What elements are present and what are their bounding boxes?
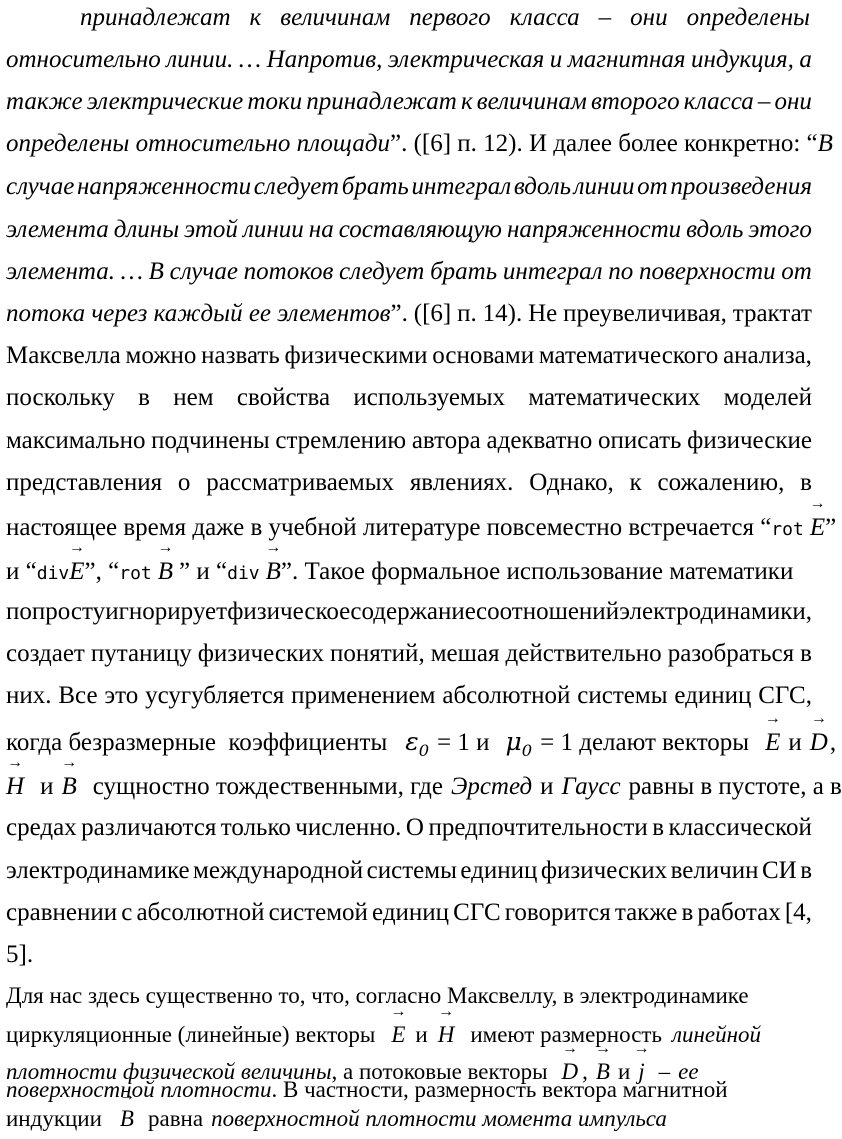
word: рассматриваемых [206, 469, 394, 496]
text-line-4 [6, 130, 833, 158]
italic-phrase: линейной [671, 1022, 762, 1047]
text-line-6 [6, 216, 812, 244]
text-line-7 [6, 258, 812, 286]
word: поверхности [638, 258, 776, 285]
word: игнорирует [105, 598, 228, 625]
text-span: индукции [6, 1106, 102, 1131]
text-span: ”. Такое формальное использование математики [280, 558, 794, 585]
word: абсолютной [136, 899, 265, 926]
word: второго [590, 88, 680, 115]
word: единиц [674, 682, 752, 709]
word: действительно [505, 640, 662, 667]
italic-phrase: поверхностной плотности [6, 1077, 272, 1102]
word: математического [538, 342, 719, 369]
word: в [652, 814, 664, 841]
word: создает [6, 640, 85, 667]
word: представления [6, 469, 163, 496]
word: брать [341, 173, 409, 200]
word: путаницу [90, 640, 192, 667]
text-span: и [617, 1059, 631, 1084]
italic-phrase: потока через каждый ее элементов [6, 300, 391, 327]
word: попросту [6, 598, 106, 625]
word: СГС [453, 899, 501, 926]
italic-phrase: В [817, 130, 833, 157]
word: только [220, 814, 291, 841]
text-line-13 [6, 512, 837, 542]
word: составляющую [338, 216, 502, 243]
word: Однако, [529, 469, 614, 496]
mu-glyph: μ [505, 727, 522, 756]
text-span: = 1 делают векторы [540, 729, 750, 756]
word: определены [686, 4, 810, 31]
word: магнитная [567, 46, 686, 73]
word: принадлежат [80, 4, 231, 31]
word: 14). [482, 300, 523, 327]
text-span: , [582, 1059, 588, 1084]
text-span: и [788, 729, 802, 756]
text-span: . В частности, размерность вектора магнитной [271, 1077, 728, 1102]
word: этой [184, 216, 238, 243]
word: трактат [732, 300, 812, 327]
word: они [630, 4, 668, 31]
word: класса [683, 88, 754, 115]
rot-operator: rot [771, 519, 804, 540]
vector-D: → D [562, 1057, 579, 1085]
word: и [549, 46, 563, 73]
word: В [148, 258, 164, 285]
text-line-2 [6, 46, 812, 74]
word: сравнении [6, 899, 118, 926]
vector-D: → D [810, 727, 828, 757]
word: в [138, 384, 150, 411]
word: свойства [236, 384, 331, 411]
text-span: и [540, 773, 554, 800]
text-span: настоящее время даже в учебной литературе повсеместно встречается “ [6, 514, 772, 541]
vector-B: → B [120, 1104, 134, 1132]
italic-phrase: Эрстед [450, 773, 533, 800]
text-span: и [415, 1022, 428, 1047]
word: напряженности [76, 173, 252, 200]
epsilon-subscript: 0 [418, 741, 430, 760]
word: – [598, 4, 612, 31]
word: системой [268, 899, 368, 926]
word: произведения [670, 173, 812, 200]
word: они [774, 88, 812, 115]
word: случае [6, 173, 75, 200]
word: абсолютной [442, 682, 571, 709]
text-line-12 [6, 469, 812, 497]
text-span: , а потоковые векторы [331, 1059, 548, 1084]
word: мешая [430, 640, 500, 667]
word: от [781, 258, 812, 285]
word: применением [291, 682, 436, 709]
word: системы [366, 857, 457, 884]
word: длины [113, 216, 180, 243]
vector-E: → E [69, 556, 84, 586]
word: линии [242, 216, 304, 243]
word: от [637, 173, 668, 200]
text-line-3 [6, 88, 812, 116]
vector-B: → B [596, 1057, 610, 1085]
word: стремлению [275, 427, 407, 454]
text-line-16 [6, 640, 812, 668]
word: соотношений [476, 598, 620, 625]
word: о [177, 469, 191, 496]
word: СГС, [758, 682, 812, 709]
word: потоков [243, 258, 334, 285]
word: вдоль [513, 173, 571, 200]
word: ([6] [413, 300, 452, 327]
vector-B: → B [158, 556, 173, 586]
word: разобраться [667, 640, 795, 667]
vector-j: → j [638, 1057, 644, 1085]
word: ”. [390, 300, 408, 327]
text-span: – [658, 1059, 671, 1084]
word: принадлежат [306, 88, 457, 115]
text-span: 5]. [6, 941, 34, 968]
text-span: когда безразмерные коэффициенты [6, 729, 388, 756]
text-span: равны в пустоте, а в [628, 773, 842, 800]
word: … [238, 46, 262, 73]
italic-phrase: ее [678, 1059, 699, 1084]
word: подчинены [151, 427, 270, 454]
word: физических [540, 857, 668, 884]
word: понятий, [330, 640, 425, 667]
word: физическое [227, 598, 351, 625]
word: международной [193, 857, 364, 884]
vector-H: → H [6, 771, 24, 801]
text-line-14 [6, 556, 812, 586]
italic-phrase: поверхностной плотности момента импульса [211, 1106, 667, 1131]
word: а [799, 46, 812, 73]
word: поскольку [6, 384, 115, 411]
text-line-20 [6, 814, 812, 842]
text-line-28 [6, 1104, 812, 1132]
word: усугубляется [145, 682, 285, 709]
vector-E: → E [391, 1020, 405, 1048]
word: … [120, 258, 143, 285]
text-span: , [829, 729, 837, 756]
word: электродинамике [6, 857, 190, 884]
text-line-21 [6, 857, 812, 885]
word: элемента. [6, 258, 115, 285]
epsilon-glyph: ε [405, 727, 419, 756]
text-line-5 [6, 173, 812, 201]
word: в [681, 899, 694, 926]
word: преувеличивая, [563, 300, 727, 327]
word: единиц [372, 899, 450, 926]
text-span: = 1 и [437, 729, 490, 756]
word: к [460, 88, 473, 115]
rot-operator: rot [119, 563, 152, 584]
text-span: ” и “ [179, 558, 228, 585]
word: различаются [81, 814, 217, 841]
word: численно. [295, 814, 402, 841]
word: предпочтительности [428, 814, 648, 841]
word: п. [457, 300, 477, 327]
text-span: Для нас здесь существенно то, что, согласно Максвеллу, в электродинамике [6, 983, 749, 1008]
word: адекватно [486, 427, 593, 454]
text-span: циркуляционные (линейные) векторы [6, 1022, 376, 1047]
word: первого [409, 4, 491, 31]
italic-phrase: Гаусс [561, 773, 621, 800]
word: брать [430, 258, 498, 285]
word: линии. [166, 46, 234, 73]
vector-E: → E [810, 512, 825, 542]
mu-subscript: 0 [521, 741, 533, 760]
word: этого [748, 216, 812, 243]
word: автора [411, 427, 481, 454]
word: класса [509, 4, 580, 31]
text-span: и [40, 773, 54, 800]
word: классической [668, 814, 812, 841]
word: величин [670, 857, 759, 884]
word: величинам [476, 88, 587, 115]
word: максимально [6, 427, 146, 454]
vector-B: → B [266, 556, 281, 586]
word: электрическая [387, 46, 545, 73]
vector-H: → H [438, 1020, 455, 1048]
word: системы [577, 682, 668, 709]
text-line-1 [80, 4, 810, 32]
word: с [121, 899, 133, 926]
text-span: сущностно тождественными, где [92, 773, 443, 800]
word: на [308, 216, 334, 243]
word: также [614, 899, 678, 926]
word: [4, [784, 899, 812, 926]
word: сожалению, [657, 469, 785, 496]
text-line-19 [6, 771, 842, 801]
text-line-15 [6, 598, 812, 626]
word: в [800, 469, 812, 496]
word: Не [528, 300, 558, 327]
word: к [249, 4, 262, 31]
word: в [800, 857, 812, 884]
vector-E: → E [765, 727, 780, 757]
word: назвать [201, 342, 280, 369]
word: величинам [280, 4, 391, 31]
text-span: ” [825, 514, 837, 541]
word: можно [125, 342, 197, 369]
text-line-9 [6, 342, 812, 370]
word: говорится [504, 899, 611, 926]
vector-B: → B [61, 771, 76, 801]
word: средах [6, 814, 77, 841]
word: напряженности [506, 216, 682, 243]
word: элемента [6, 216, 109, 243]
word: интеграл [411, 173, 512, 200]
word: это [104, 682, 139, 709]
word: – [757, 88, 771, 115]
word: к [629, 469, 642, 496]
word: линии [573, 173, 635, 200]
word: физическими [284, 342, 428, 369]
word: Максвелла [6, 342, 121, 369]
text-span: имеют размерность [470, 1022, 662, 1047]
word: работах [697, 899, 781, 926]
word: физические [687, 427, 812, 454]
word: также [6, 88, 83, 115]
text-words [391, 300, 812, 328]
word: явлениях. [409, 469, 514, 496]
word: интеграл [502, 258, 603, 285]
word: СИ [761, 857, 797, 884]
word: следует [339, 258, 425, 285]
word: описать [598, 427, 682, 454]
word: Напротив, [266, 46, 383, 73]
word: по [608, 258, 634, 285]
text-span: равна [147, 1106, 204, 1131]
word: математических [528, 384, 701, 411]
div-operator: div [36, 563, 70, 584]
word: О [405, 814, 424, 841]
word: физических [197, 640, 324, 667]
word: электродинамики, [619, 598, 812, 625]
word: единиц [460, 857, 538, 884]
text-span: и “ [6, 558, 37, 585]
word: индукция, [691, 46, 794, 73]
word: в [800, 640, 812, 667]
word: моделей [723, 384, 812, 411]
epsilon-symbol [405, 727, 429, 760]
word: следует [253, 173, 340, 200]
text-line-11 [6, 427, 812, 455]
word: относительно [6, 46, 161, 73]
text-line-23 [6, 941, 812, 969]
word: содержание [350, 598, 476, 625]
mu-symbol [506, 727, 533, 760]
text-line-18 [6, 727, 837, 760]
word: них. [6, 682, 52, 709]
italic-phrase: определены относительно площади [6, 130, 390, 157]
word: токи [247, 88, 303, 115]
word: основами [432, 342, 535, 369]
text-span: ”. ([6] п. 12). И далее более конкретно: “ [389, 130, 818, 157]
text-line-22 [6, 899, 812, 927]
text-line-10 [6, 384, 812, 412]
word: используемых [353, 384, 506, 411]
word: Все [58, 682, 98, 709]
word: случае [169, 258, 238, 285]
text-span: ”, “ [84, 558, 120, 585]
italic-phrase: плотности физической величины [6, 1059, 332, 1084]
word: электрические [86, 88, 244, 115]
word: вдоль [686, 216, 744, 243]
div-operator: div [227, 563, 260, 584]
text-line-25 [6, 1020, 812, 1048]
text-line-24 [6, 983, 812, 1009]
text-line-8 [6, 300, 812, 328]
word: анализа, [723, 342, 812, 369]
text-line-17 [6, 682, 812, 710]
word: нем [173, 384, 214, 411]
